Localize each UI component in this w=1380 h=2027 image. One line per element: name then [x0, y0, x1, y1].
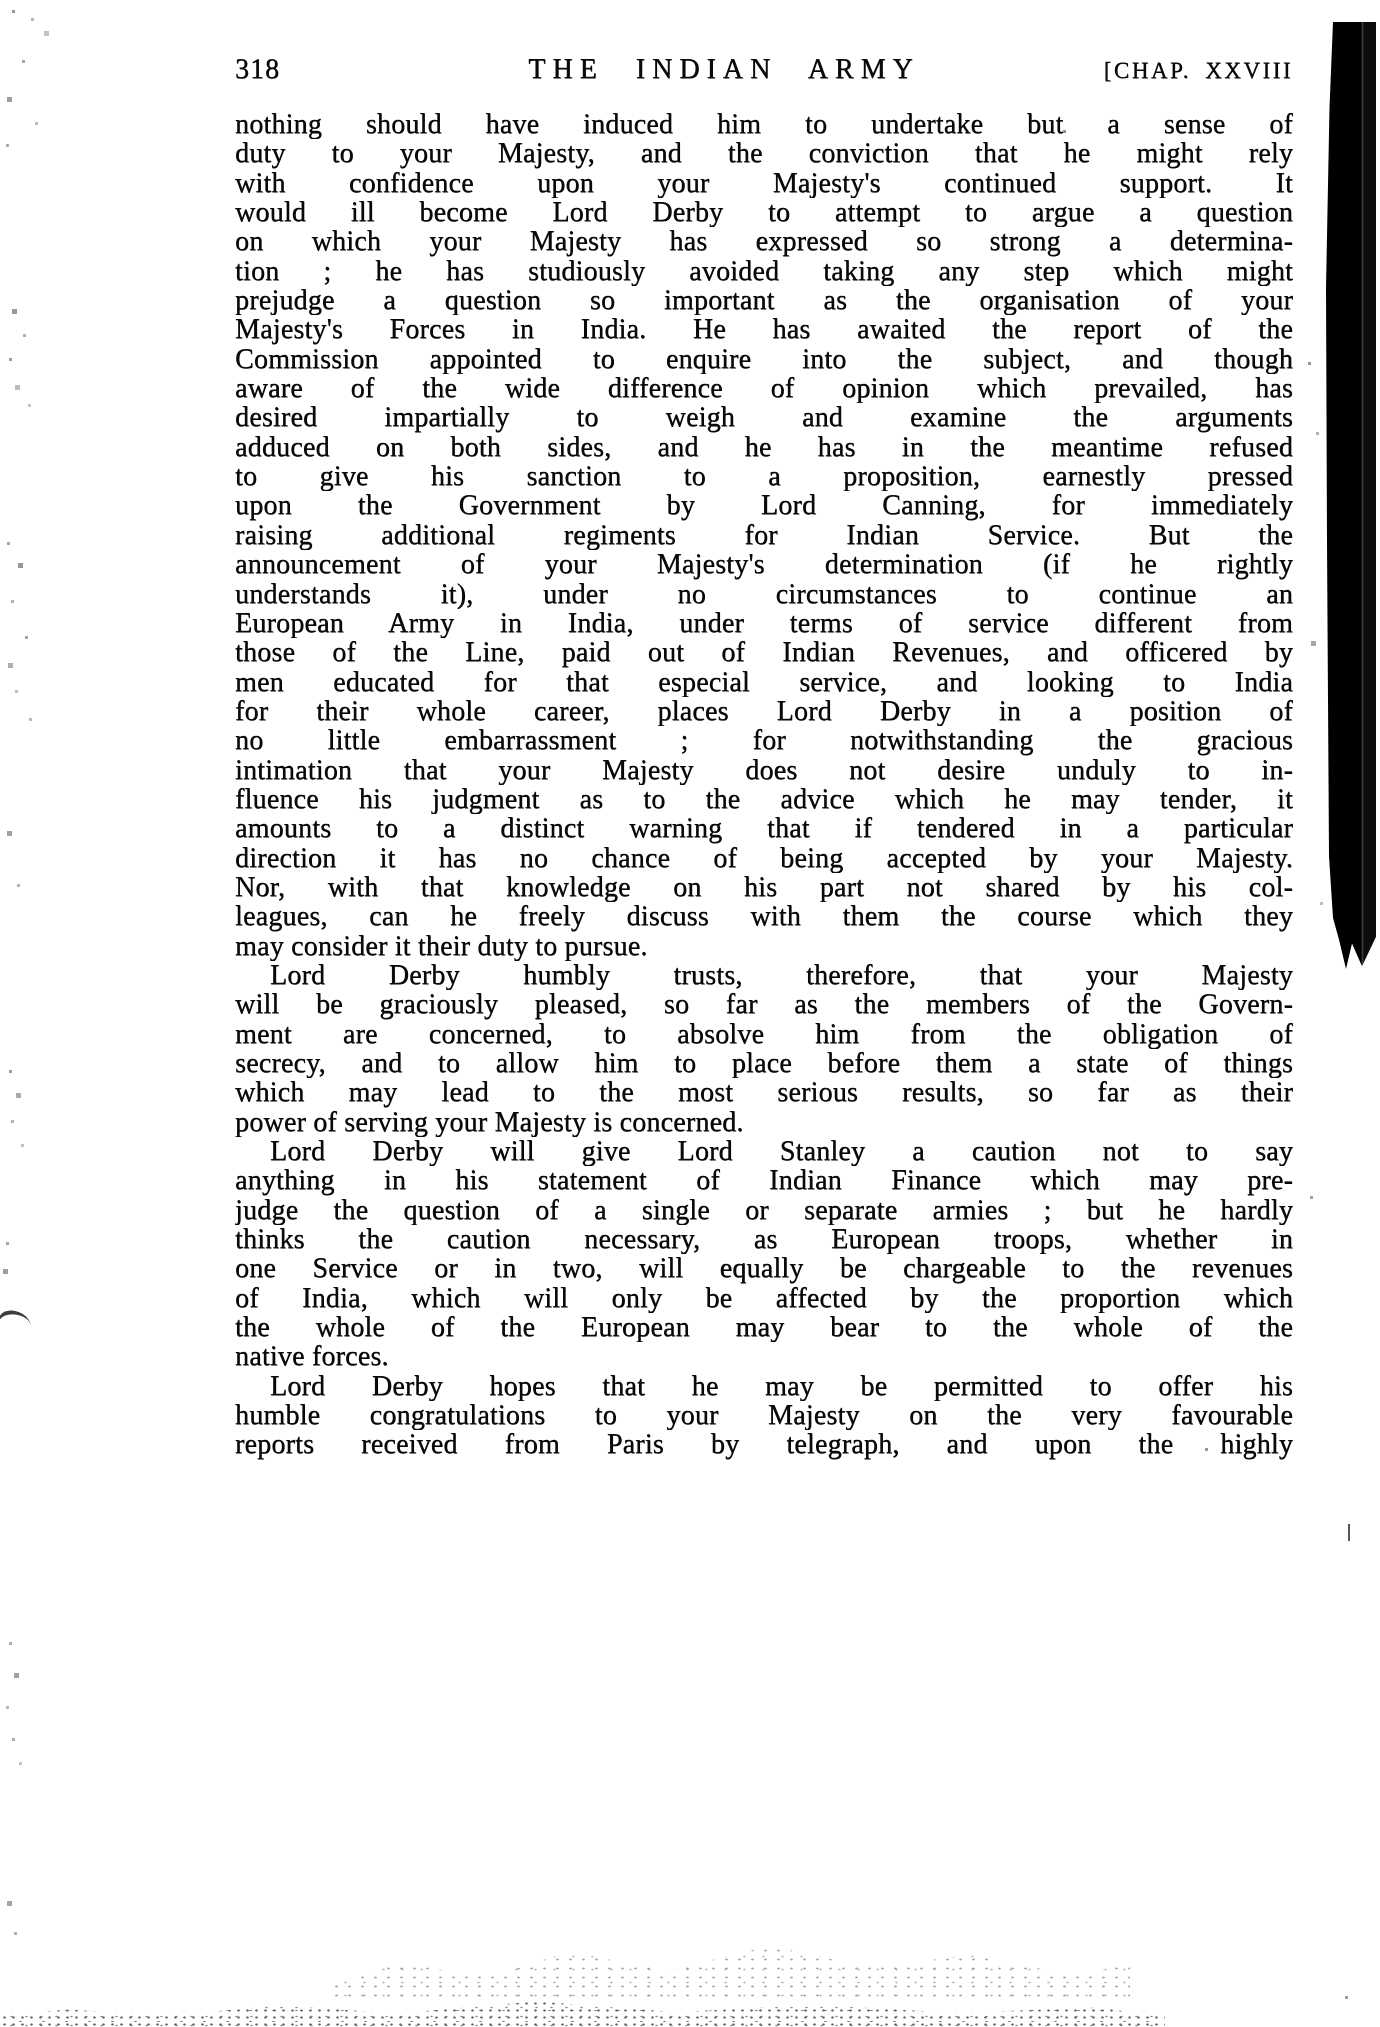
- body-text-line: native forces.: [235, 1342, 389, 1372]
- scan-artifact-dash: [1348, 1524, 1350, 1541]
- body-text-line: one Service or in two, will equally be chargeable to the revenues: [235, 1254, 1293, 1284]
- body-text-line: will be graciously pleased, so far as the members of the Govern-: [235, 990, 1293, 1020]
- body-text-line: Lord Derby will give Lord Stanley a caution not to say: [270, 1137, 1293, 1167]
- body-text-line: upon the Government by Lord Canning, for immediately: [235, 491, 1293, 521]
- body-text-line: Lord Derby humbly trusts, therefore, that your Majesty: [270, 960, 1293, 991]
- body-text-line: to give his sanction to a proposition, earnestly pressed: [235, 462, 1293, 492]
- body-text-line: raising additional regiments for Indian Service. But the: [235, 520, 1293, 551]
- body-text-line: prejudge a question so important as the organisation of your: [235, 286, 1293, 316]
- body-text-line: tion ; he has studiously avoided taking any step which might: [235, 256, 1293, 287]
- body-text-line: fluence his judgment as to the advice which he may tender, it: [235, 784, 1293, 815]
- scan-noise-band-bottom-edge: [0, 2000, 1165, 2027]
- body-text-line: European Army in India, under terms of service different from: [235, 608, 1293, 639]
- body-text-line: desired impartially to weigh and examine the arguments: [235, 403, 1293, 433]
- body-text-line: no little embarrassment ; for notwithstanding the gracious: [235, 726, 1293, 756]
- chapter-label: [CHAP. XXVIII: [1103, 58, 1293, 83]
- body-text-line: Majesty's Forces in India. He has awaited the report of the: [235, 315, 1293, 345]
- body-text-line: judge the question of a single or separate armies ; but he hardly: [235, 1195, 1293, 1226]
- body-text-line: with confidence upon your Majesty's continued support. It: [235, 168, 1293, 199]
- body-text-line: of India, which will only be affected by the proportion which: [235, 1283, 1293, 1314]
- body-text-line: announcement of your Majesty's determination (if he rightly: [235, 550, 1293, 580]
- body-text-line: aware of the wide difference of opinion which prevailed, has: [235, 374, 1293, 404]
- body-text-line: power of serving your Majesty is concerned.: [235, 1107, 744, 1138]
- body-text-line: may consider it their duty to pursue.: [235, 931, 648, 961]
- scan-artifact-squiggle: [0, 1307, 31, 1333]
- body-text-line: reports received from Paris by telegraph, and upon the highly: [235, 1430, 1293, 1460]
- body-text-line: leagues, can he freely discuss with them the course which they: [235, 902, 1293, 932]
- page-header: [235, 54, 1293, 86]
- scan-speckles-right-margin: [0, 0, 3, 3]
- page-number: 318: [235, 54, 280, 85]
- scan-noise-cloud-bottom: [330, 1946, 1130, 2002]
- body-text-line: amounts to a distinct warning that if tendered in a particular: [235, 814, 1293, 844]
- body-text-line: intimation that your Majesty does not desire unduly to in-: [235, 755, 1293, 785]
- body-text-line: direction it has no chance of being accepted by your Majesty.: [235, 843, 1293, 873]
- body-text-line: adduced on both sides, and he has in the meantime refused: [235, 432, 1293, 463]
- body-text: [235, 110, 1293, 1460]
- body-text-line: Lord Derby hopes that he may be permitted to offer his: [270, 1371, 1293, 1402]
- running-title: THE INDIAN ARMY: [528, 54, 920, 85]
- body-text-line: those of the Line, paid out of Indian Revenues, and officered by: [235, 638, 1293, 668]
- body-text-line: thinks the caution necessary, as European troops, whether in: [235, 1225, 1293, 1255]
- body-text-line: Commission appointed to enquire into the subject, and though: [235, 344, 1293, 375]
- body-text-line: the whole of the European may bear to the whole of the: [235, 1313, 1293, 1343]
- body-text-line: for their whole career, places Lord Derby in a position of: [235, 696, 1293, 727]
- body-text-line: anything in his statement of Indian Finance which may pre-: [235, 1166, 1293, 1196]
- scan-gutter-bar: [1326, 22, 1376, 970]
- body-text-line: understands it), under no circumstances to continue an: [235, 579, 1293, 609]
- body-text-line: humble congratulations to your Majesty on the very favourable: [235, 1401, 1293, 1431]
- body-text-line: would ill become Lord Derby to attempt to argue a question: [235, 198, 1293, 228]
- body-text-line: which may lead to the most serious results, so far as their: [235, 1078, 1293, 1108]
- body-text-line: Nor, with that knowledge on his part not shared by his col-: [235, 872, 1293, 903]
- body-text-line: on which your Majesty has expressed so strong a determina-: [235, 227, 1293, 257]
- body-text-line: duty to your Majesty, and the conviction that he might rely: [235, 139, 1293, 169]
- body-text-line: secrecy, and to allow him to place before them a state of things: [235, 1049, 1293, 1079]
- body-text-line: nothing should have induced him to undertake but a sense of: [235, 110, 1293, 140]
- body-text-line: ment are concerned, to absolve him from the obligation of: [235, 1019, 1293, 1049]
- body-text-line: men educated for that especial service, and looking to India: [235, 667, 1293, 697]
